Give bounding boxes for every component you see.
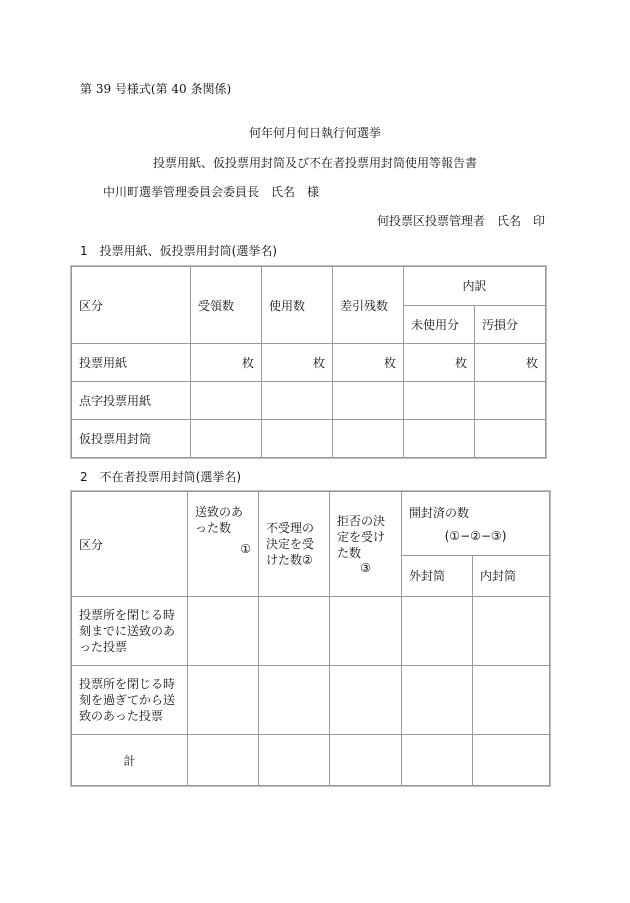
t1-header-damaged: 汚損分: [475, 305, 546, 344]
t1-cell: [333, 382, 404, 420]
t1-cell: 枚: [404, 344, 475, 382]
t2-header-opened-text: 開封済の数: [409, 505, 470, 520]
t1-header-breakdown: 内訳: [404, 267, 546, 306]
t1-cell: [475, 420, 546, 458]
t2-cell: [473, 597, 550, 666]
t1-row-label: 点字投票用紙: [72, 382, 191, 420]
t1-cell: [333, 420, 404, 458]
table-row: [72, 420, 546, 458]
t1-cell: [404, 382, 475, 420]
t2-cell: [188, 666, 259, 735]
t2-row-label: 投票所を閉じる時刻を過ぎてから送致のあった投票: [72, 666, 188, 735]
t1-header-used: 使用数: [262, 267, 333, 344]
t2-cell: [259, 735, 330, 786]
t1-cell: [475, 382, 546, 420]
t2-header-refused-mark: ③: [360, 561, 371, 575]
t1-cell: 枚: [262, 344, 333, 382]
t2-header-sent: [188, 492, 259, 597]
table-row: [72, 382, 546, 420]
section1-title: 1 投票用紙、仮投票用封筒(選挙名): [80, 244, 277, 258]
t2-header-outer: 外封筒: [402, 555, 473, 596]
t2-header-refused: [330, 492, 402, 597]
absentee-envelope-table: [71, 491, 550, 786]
t1-cell: [191, 420, 262, 458]
t2-cell: [402, 735, 473, 786]
t2-header-inner: 内封筒: [473, 555, 550, 596]
t1-cell: 枚: [475, 344, 546, 382]
t2-cell: [259, 666, 330, 735]
section2-title: 2 不在者投票用封筒(選挙名): [80, 470, 241, 484]
t1-cell: [404, 420, 475, 458]
t1-header-received: 受領数: [191, 267, 262, 344]
t2-cell: [402, 666, 473, 735]
t1-header-category: 区分: [72, 267, 191, 344]
t2-header-refused-text: 拒否の決定を受けた数: [337, 514, 386, 560]
t1-cell: [262, 382, 333, 420]
t2-cell: [473, 666, 550, 735]
t2-cell: [330, 666, 402, 735]
table-row: [72, 666, 550, 735]
t1-row-label: 投票用紙: [72, 344, 191, 382]
t2-row-label-total: 計: [72, 735, 188, 786]
t2-header-sent-mark: ①: [240, 542, 251, 556]
t1-header-unused: 未使用分: [404, 305, 475, 344]
t1-cell: [191, 382, 262, 420]
t1-row-label: 仮投票用封筒: [72, 420, 191, 458]
ballot-paper-table: [71, 266, 546, 458]
t2-cell: [188, 597, 259, 666]
t1-cell: [262, 420, 333, 458]
t2-cell: [330, 735, 402, 786]
addressee: 中川町選挙管理委員会委員長 氏名 様: [103, 185, 320, 199]
t2-header-sent-text: 送致のあった数: [195, 505, 244, 535]
t2-header-rejected: 不受理の決定を受けた数②: [259, 492, 330, 597]
t2-cell: [473, 735, 550, 786]
t1-cell: 枚: [333, 344, 404, 382]
t2-cell: [259, 597, 330, 666]
t2-header-opened-formula: (①−②−③): [444, 528, 507, 543]
reporter-line: 何投票区投票管理者 氏名 印: [376, 214, 545, 228]
t2-row-label: 投票所を閉じる時刻までに送致のあった投票: [72, 597, 188, 666]
t2-cell: [402, 597, 473, 666]
election-title: 何年何月何日執行何選挙: [248, 126, 381, 140]
t2-header-opened: [402, 492, 550, 556]
report-title: 投票用紙、仮投票用封筒及び不在者投票用封筒使用等報告書: [152, 156, 477, 170]
table-row: [72, 597, 550, 666]
t1-cell: 枚: [191, 344, 262, 382]
table-row: [72, 735, 550, 786]
form-number: 第 39 号様式(第 40 条関係): [80, 82, 232, 96]
table-row: [72, 344, 546, 382]
t1-header-remaining: 差引残数: [333, 267, 404, 344]
t2-cell: [188, 735, 259, 786]
t2-cell: [330, 597, 402, 666]
t2-header-category: 区分: [72, 492, 188, 597]
